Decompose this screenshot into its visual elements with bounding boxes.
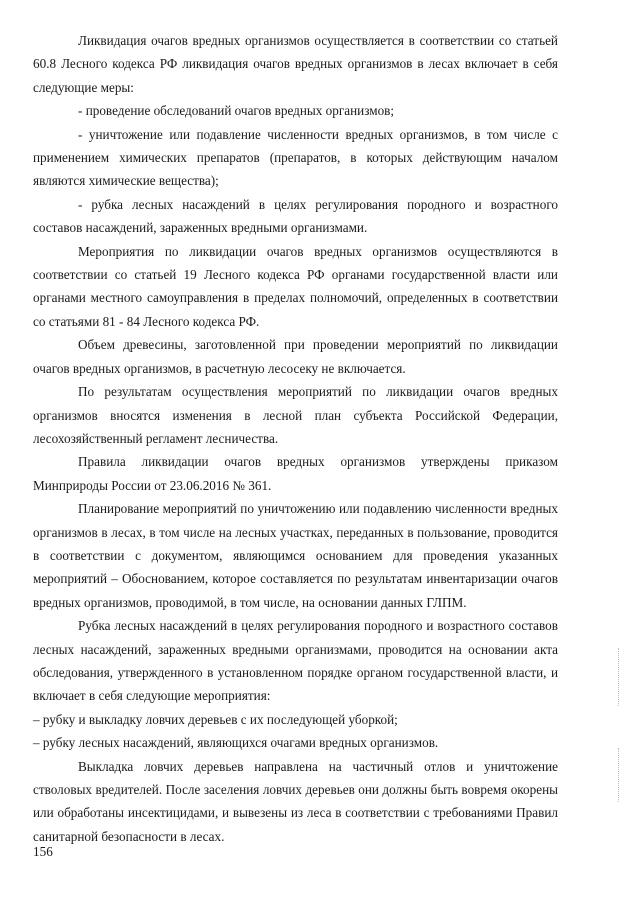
paragraph-planning: Планирование мероприятий по уничтожению или подавлению численности вредных организмов в лесах, в том числе на лесных участках, переданных в пользование, проводится в соответствии с документом, являющимся основанием для проведения указанных мероприятий – Обоснованием, которое составляется по результатам инвентаризации очагов вредных организмов, проводимой, в том числе, на основании данных ГЛПМ. <box>33 501 558 610</box>
body-text <box>33 29 558 848</box>
paragraph-rules: Правила ликвидации очагов вредных организмов утверждены приказом Минприроды России от 23.06.2016 № 361. <box>33 454 558 493</box>
paragraph-wood-volume: Объем древесины, заготовленной при проведении мероприятий по ликвидации очагов вредных организмов, в расчетную лесосеку не включается. <box>33 337 558 376</box>
paragraph-trap-trees: Выкладка ловчих деревьев направлена на частичный отлов и уничтожение стволовых вредителей. После заселения ловчих деревьев они должны быть вовремя окорены или обработаны инсектицидами, и вывезены из леса в соответствии с требованиями Правил санитарной безопасности в лесах. <box>33 758 558 844</box>
list-item-trap-trees: – рубку и выкладку ловчих деревьев с их последующей уборкой; <box>33 711 398 727</box>
paragraph-results: По результатам осуществления мероприятий по ликвидации очагов вредных организмов вносятся изменения в лесной план субъекта Российской Федерации, лесохозяйственный регламент лесничества. <box>33 384 558 446</box>
paragraph-felling: Рубка лесных насаждений в целях регулирования породного и возрастного составов лесных насаждений, зараженных вредными организмами, проводится на основании акта обследования, утвержденного в установленном порядке органом государственной власти, и включает в себя следующие мероприятия: <box>33 618 558 704</box>
page-number: 156 <box>33 844 53 859</box>
list-item-infested-stands: – рубку лесных насаждений, являющихся очагами вредных организмов. <box>33 735 439 751</box>
paragraph-intro: Ликвидация очагов вредных организмов осуществляется в соответствии со статьей 60.8 Лесного кодекса РФ ликвидация очагов вредных организмов в лесах включает в себя следующие меры: <box>33 33 558 95</box>
list-item-felling: - рубка лесных насаждений в целях регулирования породного и возрастного составов насаждений, зараженных вредными организмами. <box>33 196 558 236</box>
scan-artifact <box>618 648 621 706</box>
list-item-suppression: - уничтожение или подавление численности вредных организмов, в том числе с применением химических препаратов (препаратов, в которых действующим началом являются химические вещества); <box>33 126 558 189</box>
paragraph-measures: Мероприятия по ликвидации очагов вредных организмов осуществляются в соответствии со статьей 19 Лесного кодекса РФ органами государственной власти или органами местного самоуправления в пределах полномочий, определенных в соответствии со статьями 81 - 84 Лесного кодекса РФ. <box>33 243 558 329</box>
list-item-survey: - проведение обследований очагов вредных организмов; <box>78 103 395 119</box>
scan-artifact <box>618 748 621 802</box>
